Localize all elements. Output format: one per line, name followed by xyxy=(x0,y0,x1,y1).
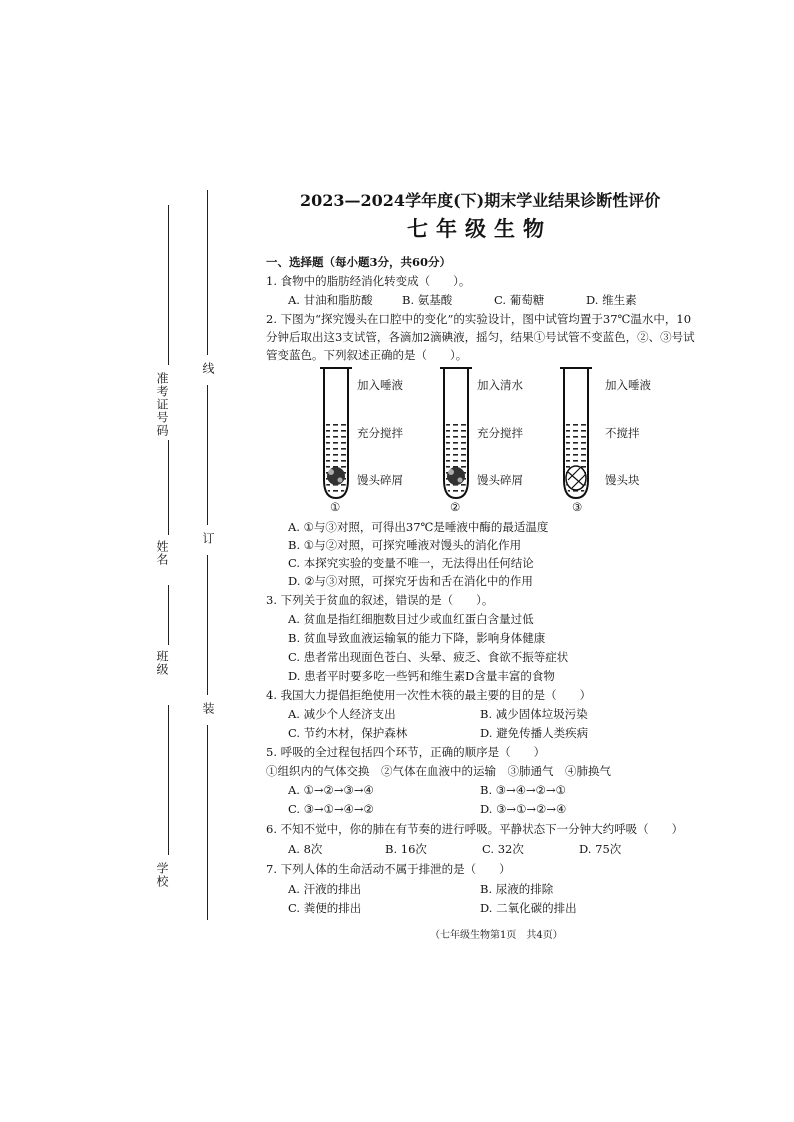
tube1-number: ① xyxy=(330,500,341,514)
q3-option-a: A. 贫血是指红细胞数目过少或血红蛋白含量过低 xyxy=(288,612,534,626)
q4-stem: 4. 我国大力提倡拒绝使用一次性木筷的最主要的目的是（ ） xyxy=(266,688,592,702)
binding-line-top xyxy=(207,190,208,355)
test-tube-3 xyxy=(560,368,592,498)
q5-items: ①组织内的气体交换 ②气体在血液中的运输 ③肺通气 ④肺换气 xyxy=(266,764,611,778)
q1-option-d: D. 维生素 xyxy=(586,293,637,307)
tube2-label-1: 加入清水 xyxy=(477,378,523,392)
q4-option-a: A. 减少个人经济支出 xyxy=(288,707,396,721)
q7-option-c: C. 粪便的排出 xyxy=(288,901,362,915)
q5-option-d: D. ③→①→②→④ xyxy=(480,802,567,816)
q4-option-b: B. 减少固体垃圾污染 xyxy=(480,707,588,721)
binding-mark-line: 线 xyxy=(201,362,215,375)
tube3-label-2: 不搅拌 xyxy=(605,426,640,440)
q1-option-a: A. 甘油和脂肪酸 xyxy=(288,293,373,307)
q4-option-d: D. 避免传播人类疾病 xyxy=(480,726,589,740)
q7-option-d: D. 二氧化碳的排出 xyxy=(480,901,577,915)
q6-option-d: D. 75次 xyxy=(579,842,622,856)
tube3-label-3: 馒头块 xyxy=(605,473,640,487)
q5-stem: 5. 呼吸的全过程包括四个环节，正确的顺序是（ ） xyxy=(266,745,546,759)
tube3-label-1: 加入唾液 xyxy=(605,378,651,392)
tube1-label-3: 馒头碎屑 xyxy=(357,473,403,487)
name-label: 姓名 xyxy=(155,540,169,566)
q7-option-a: A. 汗液的排出 xyxy=(288,882,362,896)
tube2-number: ② xyxy=(450,500,461,514)
q5-option-a: A. ①→②→③→④ xyxy=(288,783,374,797)
test-tube-1 xyxy=(320,368,352,498)
test-tube-diagram xyxy=(300,362,620,517)
q2-stem-line3: 管变蓝色。下列叙述正确的是（ ）。 xyxy=(266,348,468,362)
exam-subtitle: 七年级生物 xyxy=(407,216,552,241)
school-label: 学校 xyxy=(155,862,169,888)
q6-stem: 6. 不知不觉中，你的肺在有节奏的进行呼吸。平静状态下一分钟大约呼吸（ ） xyxy=(266,822,684,836)
exam-no-label: 准考证号码 xyxy=(155,372,169,437)
binding-line-bottom xyxy=(207,725,208,920)
binding-line-mid2 xyxy=(207,555,208,695)
q7-option-b: B. 尿液的排除 xyxy=(480,882,554,896)
q1-option-c: C. 葡萄糖 xyxy=(494,293,545,307)
section-heading: 一、选择题（每小题3分，共60分） xyxy=(266,255,452,269)
binding-mark-zhuang: 装 xyxy=(201,702,215,715)
tube1-label-2: 充分搅拌 xyxy=(357,426,403,440)
tube1-label-1: 加入唾液 xyxy=(357,378,403,392)
tube3-number: ③ xyxy=(572,500,583,514)
page-footer: （七年级生物第1页 共4页） xyxy=(430,930,563,941)
tube2-label-2: 充分搅拌 xyxy=(477,426,523,440)
q6-option-b: B. 16次 xyxy=(385,842,427,856)
school-blank-line xyxy=(168,705,169,855)
q3-option-c: C. 患者常出现面色苍白、头晕、疲乏、食欲不振等症状 xyxy=(288,650,569,664)
class-blank-line xyxy=(168,585,169,645)
exam-no-blank-line xyxy=(168,205,169,365)
q2-option-c: C. 本探究实验的变量不唯一，无法得出任何结论 xyxy=(288,556,534,570)
test-tube-2 xyxy=(440,368,472,498)
q1-stem: 1. 食物中的脂肪经消化转变成（ ）。 xyxy=(266,274,471,288)
q2-stem-line2: 分钟后取出这3支试管，各滴加2滴碘液，摇匀，结果①号试管不变蓝色，②、③号试 xyxy=(266,330,695,344)
q3-option-b: B. 贫血导致血液运输氧的能力下降，影响身体健康 xyxy=(288,631,546,645)
q5-option-c: C. ③→①→④→② xyxy=(288,802,374,816)
q6-option-a: A. 8次 xyxy=(288,842,323,856)
q4-option-c: C. 节约木材，保护森林 xyxy=(288,726,408,740)
exam-title: 2023—2024学年度(下)期末学业结果诊断性评价 xyxy=(300,191,661,210)
q2-option-d: D. ②与③对照，可探究牙齿和舌在消化中的作用 xyxy=(288,574,533,588)
binding-line-mid1 xyxy=(207,385,208,525)
q6-option-c: C. 32次 xyxy=(482,842,524,856)
class-label: 班级 xyxy=(155,650,169,676)
q2-option-b: B. ①与②对照，可探究唾液对馒头的消化作用 xyxy=(288,538,522,552)
q7-stem: 7. 下列人体的生命活动不属于排泄的是（ ） xyxy=(266,862,511,876)
tube2-label-3: 馒头碎屑 xyxy=(477,473,523,487)
q1-option-b: B. 氨基酸 xyxy=(402,293,453,307)
q2-stem-line1: 2. 下图为“探究馒头在口腔中的变化”的实验设计，图中试管均置于37℃温水中，10 xyxy=(266,312,692,326)
q3-stem: 3. 下列关于贫血的叙述，错误的是（ ）。 xyxy=(266,593,494,607)
q2-option-a: A. ①与③对照，可得出37℃是唾液中酶的最适温度 xyxy=(288,520,549,534)
q5-option-b: B. ③→④→②→① xyxy=(480,783,566,797)
binding-mark-ding: 订 xyxy=(201,532,215,545)
name-blank-line xyxy=(168,440,169,535)
q3-option-d: D. 患者平时要多吃一些钙和维生素D含量丰富的食物 xyxy=(288,669,555,683)
